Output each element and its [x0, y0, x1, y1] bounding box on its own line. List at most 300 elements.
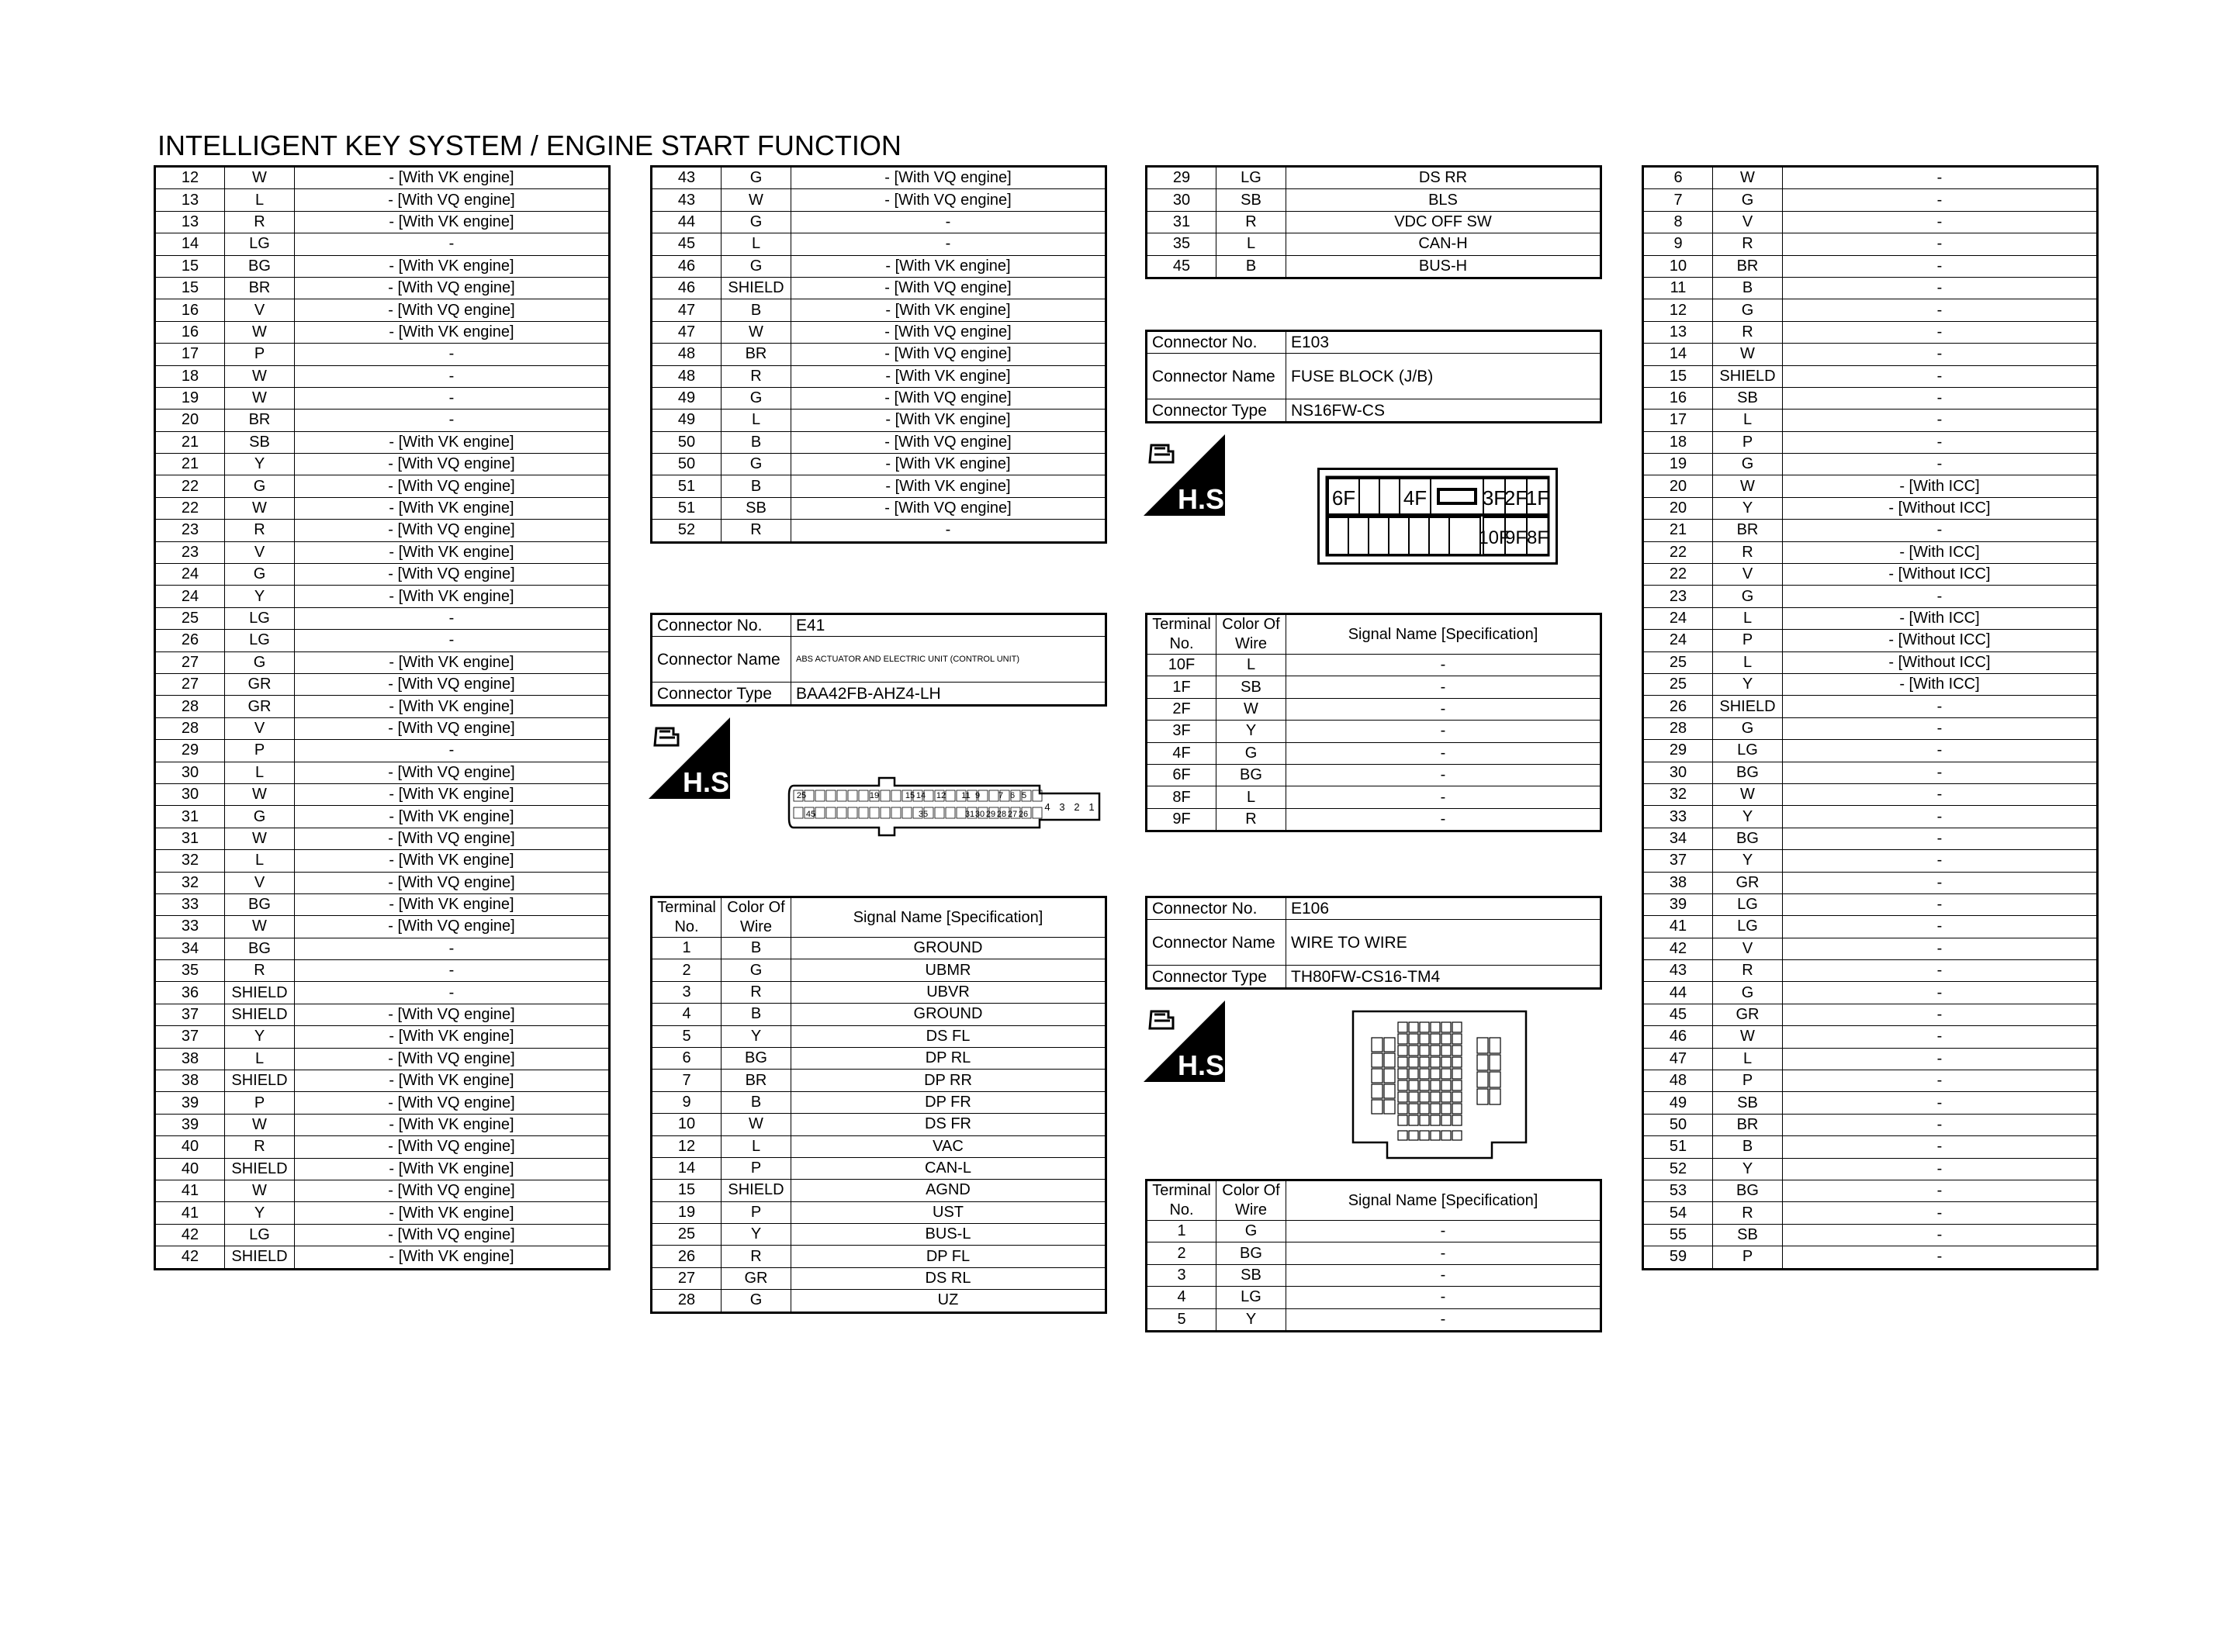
- terminal-no: 32: [155, 872, 225, 893]
- connector-no: E41: [791, 614, 1106, 637]
- terminal-no: 31: [155, 806, 225, 828]
- table-row: [1643, 783, 2098, 805]
- terminal-no: 17: [1643, 410, 1713, 431]
- terminal-no: 12: [1643, 299, 1713, 321]
- terminal-no: 6: [652, 1047, 722, 1069]
- terminal-no: 52: [652, 520, 722, 542]
- table-row: [155, 673, 610, 695]
- harness-side-icon: [649, 717, 738, 799]
- table-row: [155, 431, 610, 453]
- cavity: [1398, 1034, 1407, 1044]
- wire-color: W: [722, 321, 791, 343]
- signal-name: -: [1783, 299, 2098, 321]
- wire-color: BR: [722, 344, 791, 365]
- terminal-no: 26: [652, 1246, 722, 1267]
- signal-name: UST: [791, 1201, 1106, 1223]
- wire-color: BG: [1713, 762, 1783, 783]
- terminal-table-col2: [650, 165, 1107, 544]
- signal-name: -: [791, 520, 1106, 542]
- terminal-no: 3F: [1147, 721, 1216, 742]
- pin-cavity: [837, 790, 846, 801]
- signal-name: - [With ICC]: [1783, 607, 2098, 629]
- wire-color: SB: [1713, 1092, 1783, 1114]
- wire-color: SB: [1216, 1264, 1286, 1286]
- table-row: [1643, 850, 2098, 872]
- table-row: [1643, 1246, 2098, 1269]
- table-row: [155, 1224, 610, 1246]
- cavity: [1452, 1022, 1462, 1032]
- pin-label: 45: [805, 810, 816, 819]
- wire-color: L: [1216, 786, 1286, 808]
- signal-name: - [With VQ engine]: [295, 564, 610, 586]
- signal-name: - [With VK engine]: [791, 365, 1106, 387]
- pin-label: 7: [998, 791, 1004, 800]
- terminal-no: 43: [652, 189, 722, 211]
- terminal-table-col3: [1145, 165, 1602, 279]
- signal-name: - [With VK engine]: [295, 1246, 610, 1269]
- terminal-no: 23: [1643, 586, 1713, 607]
- wire-color: G: [225, 806, 295, 828]
- table-row: [1643, 1114, 2098, 1135]
- cavity: [1490, 1089, 1500, 1104]
- wire-color: Y: [722, 1224, 791, 1246]
- signal-name: -: [295, 982, 610, 1004]
- table-row: [155, 717, 610, 739]
- table-row: [1643, 630, 2098, 651]
- signal-name: - [Without ICC]: [1783, 497, 2098, 519]
- signal-name: - [With VQ engine]: [791, 321, 1106, 343]
- table-row: [1147, 808, 1601, 831]
- signal-name: -: [1783, 410, 2098, 431]
- cavity: [1490, 1072, 1500, 1087]
- table-row: [1643, 1048, 2098, 1070]
- table-row: [155, 541, 610, 563]
- signal-name: - [With VK engine]: [791, 475, 1106, 497]
- signal-name: -: [1783, 1004, 2098, 1025]
- signal-name: -: [1783, 938, 2098, 959]
- cavity: [1452, 1080, 1462, 1090]
- table-row: [155, 938, 610, 959]
- signal-name: - [With VQ engine]: [295, 1136, 610, 1158]
- signal-name: -: [1783, 717, 2098, 739]
- signal-name: -: [295, 344, 610, 365]
- table-row: [652, 431, 1106, 453]
- e41-terminal-table: [650, 896, 1107, 1314]
- wire-color: BG: [1713, 1180, 1783, 1201]
- cavity: [1431, 1057, 1440, 1067]
- wire-color: L: [225, 762, 295, 783]
- terminal-no: 9: [1643, 233, 1713, 255]
- wire-color: V: [1713, 938, 1783, 959]
- wire-color: G: [722, 959, 791, 981]
- wire-color: P: [1713, 1070, 1783, 1092]
- cavity: [1441, 1045, 1451, 1056]
- table-row: [652, 959, 1106, 981]
- table-row: [155, 167, 610, 189]
- table-row: [652, 365, 1106, 387]
- hs-label: H.S.: [1178, 483, 1233, 515]
- signal-name: -: [1286, 1287, 1601, 1308]
- terminal-no: 50: [652, 431, 722, 453]
- pin-label: 11: [961, 791, 971, 800]
- signal-name: - [With VQ engine]: [295, 1004, 610, 1025]
- table-row: [1147, 189, 1601, 211]
- table-row: [155, 277, 610, 299]
- terminal-no: 15: [155, 255, 225, 277]
- cavity: [1409, 1092, 1418, 1102]
- wire-color: SB: [722, 497, 791, 519]
- wire-color: BR: [722, 1070, 791, 1091]
- terminal-no: 26: [1643, 696, 1713, 717]
- connector-name-label: Connector Name: [652, 637, 791, 683]
- table-row: [652, 233, 1106, 255]
- terminal-no: 20: [1643, 497, 1713, 519]
- signal-name: -: [1783, 806, 2098, 828]
- terminal-no: 22: [1643, 541, 1713, 563]
- signal-name: GROUND: [791, 938, 1106, 959]
- terminal-no: 38: [155, 1070, 225, 1092]
- table-row: [652, 321, 1106, 343]
- wire-color: V: [225, 299, 295, 321]
- signal-name: -: [1783, 783, 2098, 805]
- terminal-no: 29: [155, 740, 225, 762]
- terminal-no: 1F: [1147, 676, 1216, 698]
- wire-color: GR: [225, 673, 295, 695]
- wire-color: Y: [722, 1025, 791, 1047]
- table-row: [1643, 1158, 2098, 1180]
- terminal-no: 30: [155, 783, 225, 805]
- table-row: [652, 167, 1106, 189]
- wire-color: P: [1713, 630, 1783, 651]
- terminal-no: 41: [155, 1202, 225, 1224]
- wire-color: SHIELD: [225, 1004, 295, 1025]
- wire-color: Y: [225, 454, 295, 475]
- terminal-no: 42: [155, 1246, 225, 1269]
- terminal-no: 41: [155, 1180, 225, 1201]
- signal-name: DP RL: [791, 1047, 1106, 1069]
- wire-color: G: [1216, 1221, 1286, 1242]
- table-row: [155, 1026, 610, 1048]
- cavity: [1420, 1092, 1429, 1102]
- cavity: [1441, 1057, 1451, 1067]
- signal-name: -: [1286, 676, 1601, 698]
- table-row: [652, 475, 1106, 497]
- wire-color: B: [1713, 277, 1783, 299]
- wire-color: V: [225, 872, 295, 893]
- wire-color: SB: [1216, 676, 1286, 698]
- table-row: [652, 497, 1106, 519]
- cavity: [1441, 1069, 1451, 1079]
- pin-cavity: [1449, 517, 1480, 555]
- signal-name: - [With VQ engine]: [791, 167, 1106, 189]
- e103-terminal-table: [1145, 613, 1602, 832]
- wire-color: W: [1713, 783, 1783, 805]
- cavity: [1441, 1115, 1451, 1125]
- cavity: [1452, 1034, 1462, 1044]
- terminal-no: 49: [652, 410, 722, 431]
- table-row: [1147, 742, 1601, 764]
- wire-color: L: [1713, 651, 1783, 673]
- table-row: [155, 893, 610, 915]
- signal-name: -: [295, 630, 610, 651]
- wire-color: L: [1713, 607, 1783, 629]
- table-row: [652, 454, 1106, 475]
- signal-name: DS FL: [791, 1025, 1106, 1047]
- connector-no-label: Connector No.: [652, 614, 791, 637]
- table-row: [1643, 497, 2098, 519]
- wire-color: W: [225, 1180, 295, 1201]
- terminal-no: 3: [1147, 1264, 1216, 1286]
- terminal-no: 43: [1643, 960, 1713, 982]
- cavity: [1431, 1092, 1440, 1102]
- wire-color: W: [1713, 1026, 1783, 1048]
- table-row: [1643, 1026, 2098, 1048]
- wire-color: Y: [1713, 673, 1783, 695]
- table-row: [1643, 1224, 2098, 1246]
- pin-cavity: [891, 807, 901, 818]
- signal-name: -: [1783, 960, 2098, 982]
- wire-color: V: [1713, 211, 1783, 233]
- wire-color: V: [1713, 564, 1783, 586]
- terminal-no: 44: [652, 211, 722, 233]
- signal-name: - [With VK engine]: [295, 893, 610, 915]
- terminal-no: 15: [652, 1180, 722, 1201]
- cavity: [1477, 1089, 1488, 1104]
- terminal-no-header: Terminal No.: [1147, 614, 1216, 655]
- signal-name: AGND: [791, 1180, 1106, 1201]
- table-row: [1147, 655, 1601, 676]
- cavity: [1420, 1069, 1429, 1079]
- wire-color: V: [225, 541, 295, 563]
- key-slot: [1438, 489, 1476, 503]
- connector-e41-terminals: [650, 896, 1107, 1314]
- signal-name: -: [295, 607, 610, 629]
- signal-name: -: [1783, 520, 2098, 541]
- pin-cavity: [1389, 517, 1409, 555]
- connector-name: FUSE BLOCK (J/B): [1286, 354, 1601, 399]
- wire-color: LG: [1713, 916, 1783, 938]
- terminal-no: 41: [1643, 916, 1713, 938]
- connector-info-table: [1145, 330, 1602, 423]
- cavity: [1420, 1034, 1429, 1044]
- terminal-no: 35: [1147, 233, 1216, 255]
- pin-label: 1: [1088, 801, 1095, 813]
- signal-name: -: [295, 740, 610, 762]
- table-row: [1643, 828, 2098, 849]
- pin-cavity: [946, 790, 955, 801]
- signal-name: - [With VQ engine]: [295, 872, 610, 893]
- terminal-no: 2: [652, 959, 722, 981]
- table-row: [155, 872, 610, 893]
- terminal-no: 38: [1643, 872, 1713, 893]
- cavity: [1398, 1115, 1407, 1125]
- harness-side-icon: [1144, 1001, 1233, 1082]
- wire-color: LG: [1216, 167, 1286, 189]
- wire-color: SHIELD: [225, 1246, 295, 1269]
- terminal-no: 14: [155, 233, 225, 255]
- terminal-no: 19: [652, 1201, 722, 1223]
- table-row: [652, 1004, 1106, 1025]
- pin-label: 4: [1044, 801, 1050, 813]
- signal-name: - [With VQ engine]: [295, 454, 610, 475]
- wire-color: SB: [1216, 189, 1286, 211]
- signal-name: -: [1286, 1242, 1601, 1264]
- cavity: [1452, 1115, 1462, 1125]
- terminal-no: 43: [652, 167, 722, 189]
- signal-name: -: [1286, 1264, 1601, 1286]
- signal-name: - [Without ICC]: [1783, 651, 2098, 673]
- terminal-no: 47: [652, 299, 722, 321]
- terminal-no: 33: [155, 916, 225, 938]
- column-1: [154, 165, 611, 1270]
- terminal-no: 55: [1643, 1224, 1713, 1246]
- table-row: [1643, 893, 2098, 915]
- pin-cavity: [881, 807, 890, 818]
- connector-info-table: [1145, 896, 1602, 990]
- terminal-no: 45: [1147, 255, 1216, 278]
- signal-name: BLS: [1286, 189, 1601, 211]
- signal-name: - [With VK engine]: [295, 541, 610, 563]
- terminal-no: 48: [1643, 1070, 1713, 1092]
- pin-label: 1F: [1525, 486, 1550, 510]
- cavity: [1431, 1131, 1440, 1140]
- signal-name: -: [1783, 167, 2098, 189]
- wire-color: B: [722, 431, 791, 453]
- terminal-no: 27: [155, 651, 225, 673]
- terminal-no: 32: [155, 850, 225, 872]
- wire-color: GR: [1713, 872, 1783, 893]
- page-title: INTELLIGENT KEY SYSTEM / ENGINE START FUNCTION: [157, 130, 901, 161]
- terminal-no: 26: [155, 630, 225, 651]
- terminal-no: 52: [1643, 1158, 1713, 1180]
- wire-color-header: Color Of Wire: [1216, 1180, 1286, 1221]
- terminal-no: 39: [155, 1092, 225, 1114]
- signal-name: -: [1286, 1308, 1601, 1331]
- signal-name: -: [1286, 655, 1601, 676]
- table-row: [155, 586, 610, 607]
- pin-cavity: [848, 790, 857, 801]
- signal-name: -: [1783, 344, 2098, 365]
- wire-color: R: [225, 1136, 295, 1158]
- signal-name: -: [295, 938, 610, 959]
- wire-color: L: [722, 233, 791, 255]
- terminal-no: 18: [155, 365, 225, 387]
- terminal-no: 45: [1643, 1004, 1713, 1025]
- wire-color: Y: [1216, 1308, 1286, 1331]
- terminal-no: 19: [1643, 454, 1713, 475]
- table-row: [155, 1048, 610, 1070]
- signal-name: -: [295, 365, 610, 387]
- signal-name: - [Without ICC]: [1783, 630, 2098, 651]
- terminal-no: 46: [652, 277, 722, 299]
- pin-cavity: [891, 790, 901, 801]
- table-row: [1147, 1221, 1601, 1242]
- table-row: [652, 410, 1106, 431]
- table-row: [652, 1135, 1106, 1157]
- terminal-no: 13: [1643, 321, 1713, 343]
- signal-name: - [With ICC]: [1783, 475, 2098, 497]
- table-row: [155, 1070, 610, 1092]
- harness-side-icon: [1144, 434, 1233, 516]
- terminal-no: 2F: [1147, 698, 1216, 720]
- wire-color: SB: [1713, 387, 1783, 409]
- wire-color: P: [225, 740, 295, 762]
- cavity: [1420, 1080, 1429, 1090]
- terminal-no: 8: [1643, 211, 1713, 233]
- connector-no-label: Connector No.: [1147, 331, 1286, 354]
- wire-color: G: [1713, 189, 1783, 211]
- wire-color: R: [1713, 233, 1783, 255]
- table-row: [1147, 211, 1601, 233]
- e106-terminal-table: [1145, 1179, 1602, 1332]
- wire-color: B: [722, 1091, 791, 1113]
- signal-name: - [With VQ engine]: [295, 520, 610, 541]
- terminal-no: 46: [652, 255, 722, 277]
- table-row: [155, 1246, 610, 1269]
- pin-label: 28: [996, 810, 1007, 819]
- table-row: [1643, 960, 2098, 982]
- pin-label: 4F: [1403, 486, 1427, 510]
- pin-label: 12: [936, 791, 946, 800]
- wire-color: L: [225, 850, 295, 872]
- terminal-no: 12: [652, 1135, 722, 1157]
- terminal-no: 50: [652, 454, 722, 475]
- cavity: [1452, 1045, 1462, 1056]
- table-row: [1643, 1202, 2098, 1224]
- table-row: [155, 564, 610, 586]
- terminal-no: 16: [155, 321, 225, 343]
- wire-color: P: [1713, 431, 1783, 453]
- cavity: [1372, 1069, 1383, 1083]
- table-row: [155, 233, 610, 255]
- connector-e106-terminals: [1145, 1179, 1602, 1332]
- table-row: [652, 387, 1106, 409]
- terminal-no: 34: [1643, 828, 1713, 849]
- connector-info-table: [650, 613, 1107, 707]
- table-row: [652, 1047, 1106, 1069]
- pin-label: 3F: [1482, 486, 1507, 510]
- cavity: [1431, 1115, 1440, 1125]
- table-row: [155, 410, 610, 431]
- cavity: [1441, 1092, 1451, 1102]
- wire-color: W: [722, 1114, 791, 1135]
- terminal-no: 7: [1643, 189, 1713, 211]
- pin-cavity: [881, 790, 890, 801]
- cavity: [1431, 1022, 1440, 1032]
- terminal-no-header: Terminal No.: [1147, 1180, 1216, 1221]
- wire-color: LG: [1713, 740, 1783, 762]
- wire-color: G: [722, 167, 791, 189]
- table-row: [155, 651, 610, 673]
- wire-color: LG: [225, 630, 295, 651]
- signal-name: -: [1286, 808, 1601, 831]
- terminal-table-col4: [1642, 165, 2099, 1270]
- wire-color: B: [1713, 1136, 1783, 1158]
- table-row: [155, 828, 610, 849]
- signal-name: - [With VK engine]: [791, 299, 1106, 321]
- terminal-no: 15: [1643, 365, 1713, 387]
- table-row: [652, 1290, 1106, 1312]
- wire-color: L: [1713, 1048, 1783, 1070]
- pin-cavity: [1328, 517, 1348, 555]
- terminal-table-col1: [154, 165, 611, 1270]
- table-row: [155, 607, 610, 629]
- terminal-no: 40: [155, 1158, 225, 1180]
- signal-name: -: [1783, 1026, 2098, 1048]
- terminal-no: 5: [1147, 1308, 1216, 1331]
- signal-name: - [With VQ engine]: [295, 1180, 610, 1201]
- wire-color: G: [722, 387, 791, 409]
